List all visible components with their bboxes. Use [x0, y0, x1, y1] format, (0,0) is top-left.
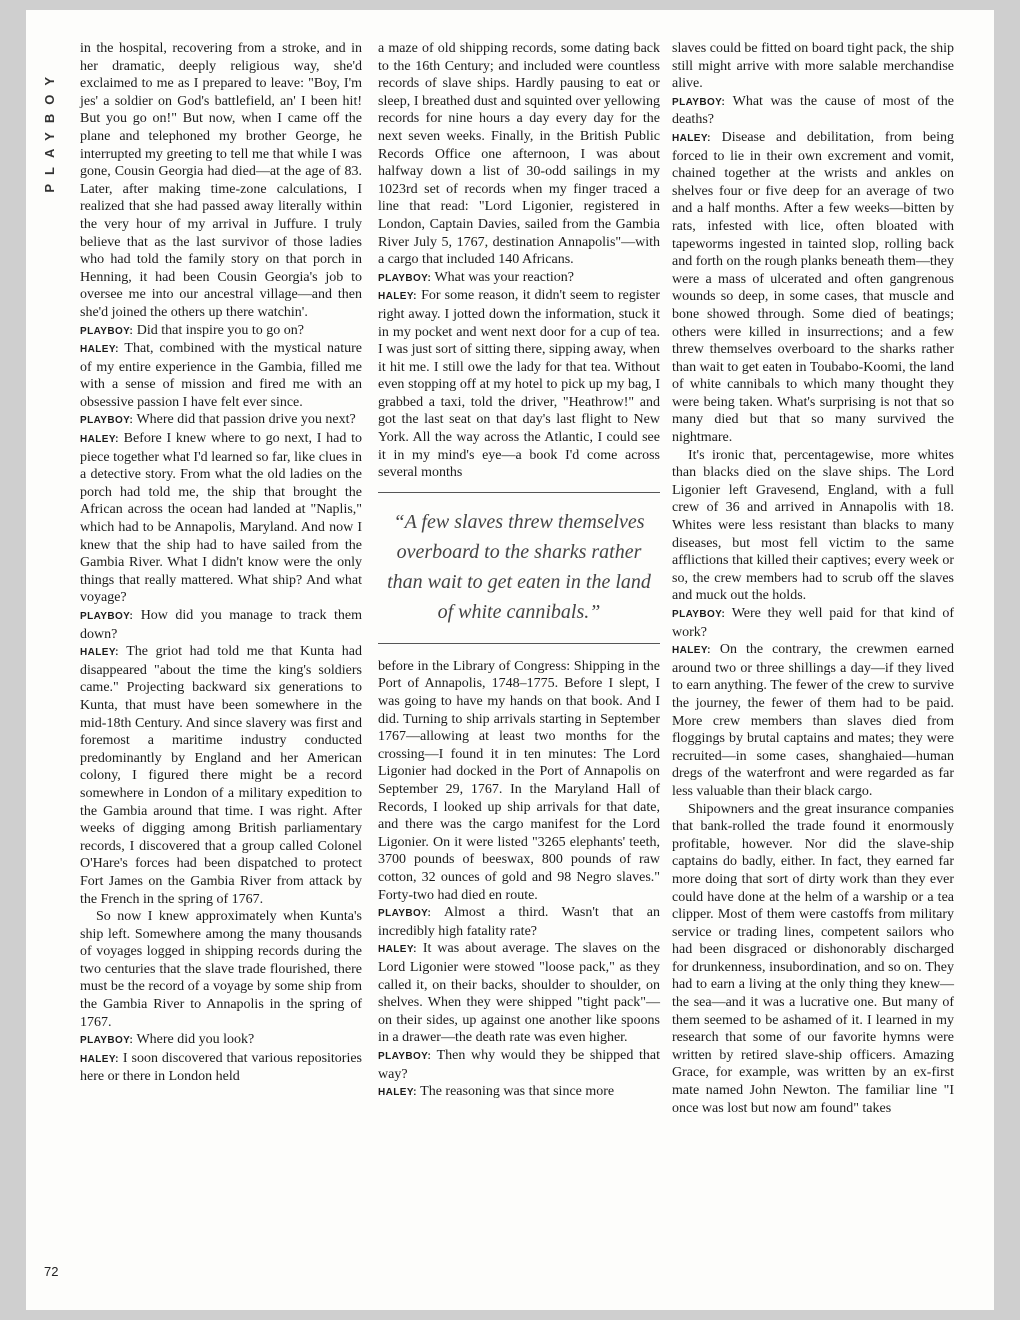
- answer: [80, 340, 362, 411]
- speaker-label: HALEY:: [80, 434, 119, 446]
- speaker-label: PLAYBOY:: [80, 1035, 134, 1047]
- question: [672, 605, 954, 641]
- speaker-label: PLAYBOY:: [80, 611, 134, 622]
- magazine-name: PLAYBOY: [41, 67, 57, 193]
- column-2: [378, 40, 660, 1102]
- answer: [378, 287, 660, 482]
- question-text: Were they well paid for that kind of work?: [672, 606, 954, 640]
- answer-text: I soon discovered that various repositories here or there in London held: [80, 1050, 363, 1085]
- answer-text: It was about average. The slaves on the Lord Ligonier were stowed "loose pack," as they called it, on their backs, shoulder to shoulder, on shelves. When they were shipped "tight pack"—on their sides, up against one another like spoons in a drawer—the death rate was even higher.: [378, 941, 660, 1046]
- speaker-label: HALEY:: [80, 344, 119, 356]
- speaker-label: PLAYBOY:: [672, 609, 726, 620]
- answer: [80, 430, 362, 607]
- paragraph: It's ironic that, percentagewise, more whites than blacks died on the slave ships. The Lord Ligonier left Gravesend, England, with a full crew of 36 and arrived in Annapolis with 18. Whites were less resistant than blacks to many diseases, but most fell victim to the same afflictions that killed their captives; every week or so, the crew members had to scrub off the slaves and muck out the holds.: [672, 447, 954, 604]
- page-number: 72: [44, 1264, 59, 1279]
- speaker-label: HALEY:: [672, 132, 711, 144]
- pull-quote: “A few slaves threw themselves overboard to the sharks rather than wait to get eaten in the land of white cannibals.”: [378, 492, 660, 644]
- speaker-label: HALEY:: [378, 944, 417, 956]
- question-text: How did you manage to track them down?: [80, 608, 362, 642]
- question: [80, 1031, 362, 1050]
- question-text: Did that inspire you to go on?: [136, 322, 304, 338]
- speaker-label: HALEY:: [80, 647, 119, 659]
- paragraph: Shipowners and the great insurance companies that bank-rolled the trade found it enormously profitable, however. Nor did the slave-ship captains do badly, either. In fact, they earned far more doing that sort of dirty work than they ever could have done at the helm of a warship or a tea clipper. Most of them were castoffs from military service or trading lines, competent sailors who had been disgraced or dishonorably discharged for drunkenness, insubordination, and so on. They had to earn a living at the only thing they knew—the sea—and it was a lucrative one. But many of them seemed to be ashamed of it. I learned in my research that some of our favorite hymns were written by retired slave-ship officers. Amazing Grace, for example, was written by an ex-first mate named John Newton. The familiar line "I once was lost but now am found" takes: [672, 801, 954, 1116]
- column-3: [672, 40, 954, 1117]
- question-text: Where did you look?: [136, 1032, 255, 1048]
- answer: [378, 940, 660, 1047]
- speaker-label: HALEY:: [378, 291, 417, 303]
- question-text: What was your reaction?: [434, 269, 575, 285]
- question: [80, 322, 362, 341]
- question: [378, 1047, 660, 1083]
- question: [378, 904, 660, 940]
- question: [80, 607, 362, 643]
- paragraph: before in the Library of Congress: Shipping in the Port of Annapolis, 1748–1775. Before I slept, I was going to have my hands on that book. And I did. Turning to ship arrivals starting in September 1767—allowing at least two months for the crossing—I found it in ten minutes: The Lord Ligonier had docked in the Port of Annapolis on September 29, 1767. In the Maryland Hall of Records, I looked up ship arrivals for that date, and there was the cargo manifest for the Lord Ligonier. On it were listed "3265 elephants' teeth, 3700 pounds of beeswax, 800 pounds of raw cotton, 32 ounces of gold and 98 Negro slaves." Forty-two had died en route.: [378, 658, 660, 903]
- answer-text: The griot had told me that Kunta had disappeared "about the time the king's soldiers came." Projecting backward six generations to Kunta, that must have been somewhere in the mid-18th Century. And since slavery was first and foremost a maritime industry conducted predominantly by England and her American colony, I figured there might be a record somewhere in London of a military expedition to the Gambia around that time. I was right. After weeks of digging among British parliamentary records, I discovered that a group called Colonel O'Hare's forces had been dispatched to protect Fort James on the Gambia River from attack by the French in the spring of 1767.: [80, 644, 362, 907]
- speaker-label: PLAYBOY:: [80, 325, 134, 337]
- speaker-label: PLAYBOY:: [378, 272, 432, 284]
- answer: [672, 129, 954, 447]
- paragraph: in the hospital, recovering from a stroke, and in her dramatic, deeply religious way, she'd exclaimed to me as I prepared to leave: "Boy, I'm jes' a soldier on God's battlefield, an' I been hit! But you go on!" But now, when I came off the plane and telephoned my brother George, he interrupted my greeting to tell me that while I was gone, Cousin Georgia had died—at the age of 83. Later, after making time-zone calculations, I realized that she had passed away literally within the very hour of my arrival in Juffure. I truly believe that as the last survivor of those ladies who had told the family story on that porch in Henning, it had been Cousin Georgia's job to oversee me into our ancestral village—and then she'd joined the others up there watchin'.: [80, 41, 362, 320]
- answer-text: Before I knew where to go next, I had to piece together what I'd learned so far, like clues in a detective story. From what the old ladies on the porch had told me, the ship that brought the African across the ocean had landed at "Naplis," which had to be Annapolis, Maryland. And now I knew that the ship had to have sailed from the Gambia River. What I didn't know were the only things that really mattered. What ship? And what voyage?: [80, 431, 362, 606]
- speaker-label: HALEY:: [80, 1053, 119, 1065]
- column-1: [80, 40, 362, 1086]
- speaker-label: PLAYBOY:: [672, 96, 726, 108]
- answer: [672, 641, 954, 800]
- paragraph: So now I knew approximately when Kunta's ship left. Somewhere among the many thousands of voyages logged in shipping records during the two centuries that the slave trade flourished, there must be the record of a voyage by some ship from the Gambia River to Annapolis in the spring of 1767.: [80, 909, 362, 1030]
- question-text: What was the cause of most of the deaths?: [672, 93, 954, 128]
- answer: [80, 643, 362, 908]
- paragraph: a maze of old shipping records, some dating back to the 16th Century; and included were countless records of slave ships. Hardly pausing to eat or sleep, I breathed dust and squinted over yellowing records for nine hours a day every day for the next seven weeks. Finally, in the British Public Records Office one afternoon, I was about halfway down a list of 30-odd sailings in my 1023rd set of records when my finger traced a line that read: "Lord Ligonier, registered in London, Captain Davies, sailed from the Gambia River July 5, 1767, destination Annapolis"—with a cargo that included 140 Africans.: [378, 41, 660, 268]
- answer-text: That, combined with the mystical nature of my entire experience in the Gambia, filled me with a sense of mission and fired me with an obsessive passion I have felt ever since.: [80, 341, 362, 410]
- answer-text: On the contrary, the crewmen earned around two or three shillings a day—if they lived to earn anything. The fewer of the crew to survive the journey, the fewer of them had to be paid. More crew members than slaves died from floggings by brutal captains and mates; they were recruited—in some cases, shanghaied—human dregs of the waterfront and were regarded as far less valuable than their black cargo.: [672, 642, 954, 799]
- question: [378, 269, 660, 288]
- question: [672, 93, 954, 129]
- question: [80, 411, 362, 430]
- speaker-label: PLAYBOY:: [378, 1050, 432, 1062]
- question-text: Then why would they be shipped that way?: [378, 1047, 660, 1082]
- answer: [80, 1050, 362, 1086]
- speaker-label: PLAYBOY:: [378, 908, 432, 920]
- answer-text: The reasoning was that since more: [420, 1084, 615, 1100]
- paragraph: slaves could be fitted on board tight pack, the ship still might arrive with more salable merchandise alive.: [672, 41, 954, 92]
- question-text: Almost a third. Wasn't that an incredibly high fatality rate?: [378, 905, 660, 939]
- speaker-label: HALEY:: [672, 645, 711, 657]
- answer-text: For some reason, it didn't seem to register right away. I jotted down the information, stuck it in my pocket and went next door for a cup of tea. I was just sort of sitting there, sipping away, when it hit me. I still owe the lady for that tea. Without even stopping off at my hotel to pick up my bag, I grabbed a taxi, told the driver, "Heathrow!" and got the last seat on that day's last flight to New York. All the way across the Atlantic, I could see it in my mind's eye—a book I'd come across several months: [378, 288, 660, 481]
- magazine-page: [26, 10, 994, 1310]
- speaker-label: PLAYBOY:: [80, 415, 134, 427]
- speaker-label: HALEY:: [378, 1087, 417, 1099]
- masthead-vertical: [36, 40, 62, 220]
- answer-text: Disease and debilitation, from being forced to lie in their own excrement and vomit, chained together at the wrists and ankles on shelves four or five deep for an average of two and a half months. After a few weeks—bitten by rats, infested with lice, often bloated with tapeworms ingested in tainted slop, rolling back and forth on the rough planks beneath them—they were a mass of ulcerated and often gangrenous wounds so deep, in some cases, that muscle and bone showed through. Some died of beatings; others were killed in insurrections; and a few threw themselves overboard to the sharks rather than wait to get eaten in Toubabo-Koomi, the land of white cannibals to which many thought they were being taken. What's surprising is not that so many died but that so many survived the nightmare.: [672, 129, 955, 446]
- answer: [378, 1083, 660, 1102]
- question-text: Where did that passion drive you next?: [136, 412, 356, 428]
